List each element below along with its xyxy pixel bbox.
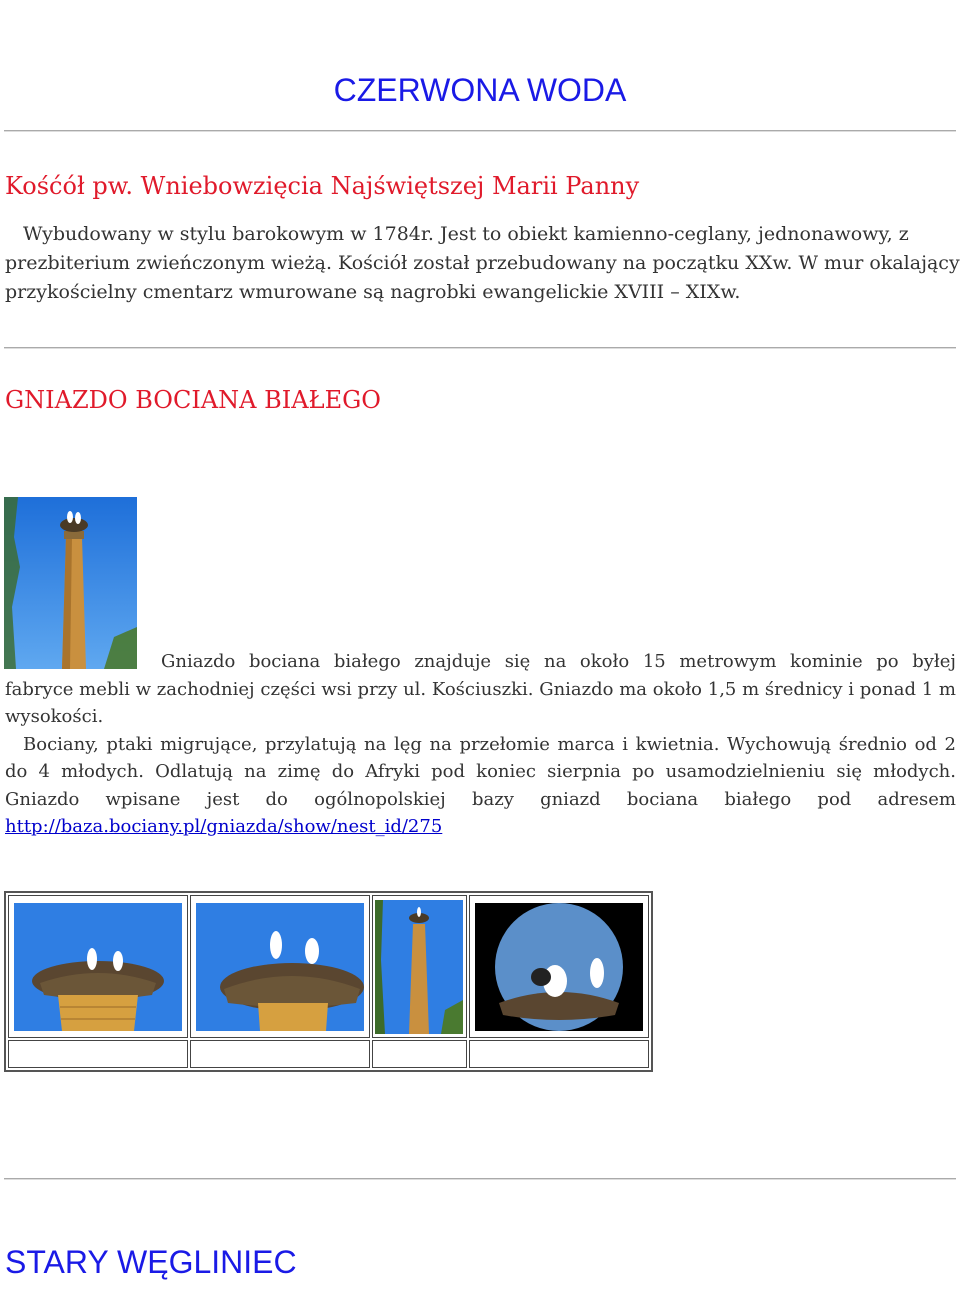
stork-nest-photo-2[interactable] — [196, 903, 364, 1031]
gallery-cell — [372, 895, 467, 1038]
photo-gallery — [4, 891, 653, 1072]
stork-paragraph-1b: fabryce mebli w zachodniej części wsi przy ul. Kościuszki. Gniazdo ma około 1,5 m średnicy i ponad 1 m wysokości. — [5, 678, 956, 727]
stork-binocular-photo[interactable] — [475, 903, 643, 1031]
chimney-nest-photo — [4, 497, 137, 669]
divider — [4, 347, 956, 349]
church-heading: Kośćół pw. Wniebowzięcia Najświętszej Marii Panny — [5, 172, 640, 200]
stork-nest-photo-1[interactable] — [14, 903, 182, 1031]
gallery-caption-cell — [372, 1040, 467, 1068]
stork-paragraph-1a: Gniazdo bociana białego znajduje się na około 15 metrowym kominie po byłej — [161, 651, 956, 672]
gallery-cell — [190, 895, 370, 1038]
divider — [4, 130, 956, 132]
gallery-cell — [469, 895, 649, 1038]
divider — [4, 1178, 956, 1180]
church-line-1: Wybudowany w stylu barokowym w 1784r. Jest to obiekt kamienno-ceglany, jednonawowy, z — [23, 223, 909, 245]
gallery-caption-cell — [190, 1040, 370, 1068]
stork-paragraph-2: Bociany, ptaki migrujące, przylatują na lęg na przełomie marca i kwietnia. Wychowują średnio od 2 do 4 młodych. Odlatują na zimę do Afryki pod koniec sierpnia po usamodzielnieniu się młodych. Gniazdo wpisane jest do ogólnopolskiej bazy gniazd bociana białego pod adresem http://baza.bociany.pl/gniazda/show/nest_id/275 — [5, 733, 956, 837]
next-section-heading: STARY WĘGLINIEC — [5, 1244, 297, 1280]
church-description — [5, 220, 960, 307]
church-line-3: przykościelny cmentarz wmurowane są nagrobki ewangelickie XVIII – XIXw. — [5, 281, 741, 303]
gallery-caption-cell — [469, 1040, 649, 1068]
chimney-photo[interactable] — [375, 900, 463, 1034]
page-title: CZERWONA WODA — [333, 72, 627, 108]
stork-heading: GNIAZDO BOCIANA BIAŁEGO — [5, 386, 381, 414]
gallery-caption-cell — [8, 1040, 188, 1068]
nest-database-link[interactable]: http://baza.bociany.pl/gniazda/show/nest_id/275 — [5, 816, 443, 837]
stork-description — [5, 648, 956, 841]
church-line-2: prezbiterium zwieńczonym wieżą. Kościół został przebudowany na początku XXw. W mur okalający — [5, 252, 960, 274]
gallery-cell — [8, 895, 188, 1038]
